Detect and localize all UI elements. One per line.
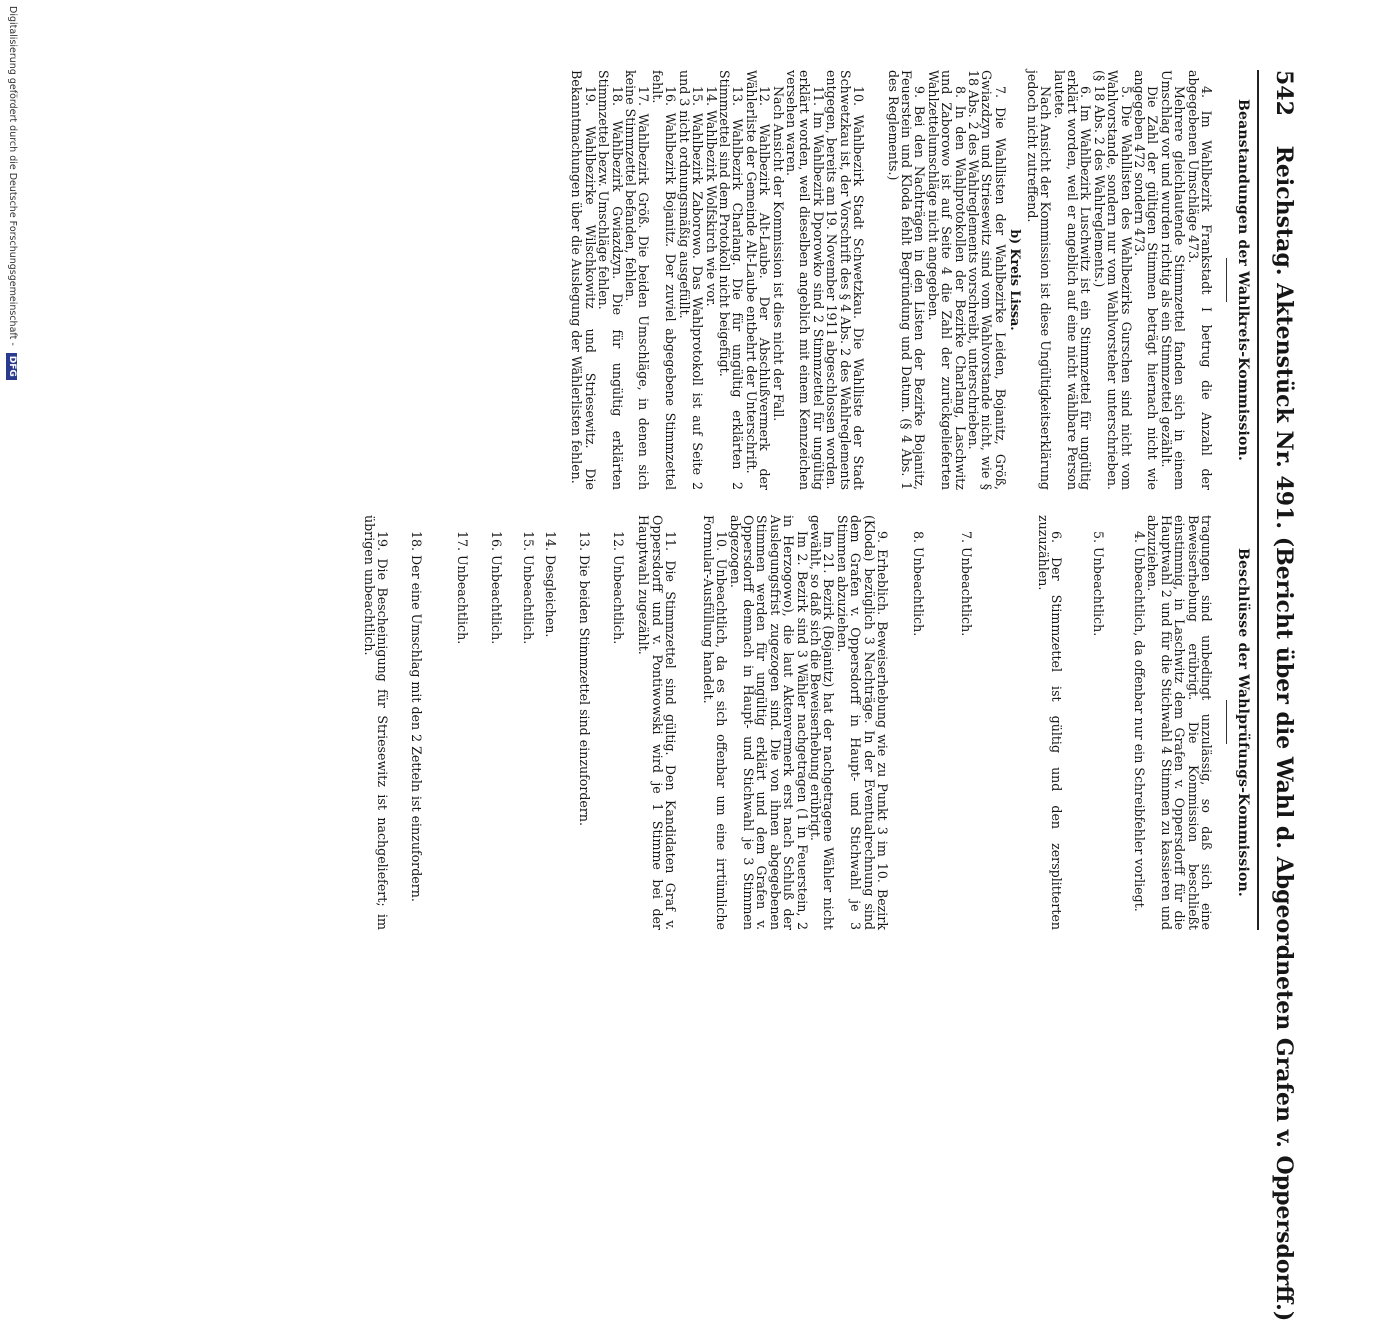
subheading-kreis-lissa: b) Kreis Lissa.	[1008, 229, 1024, 331]
right-title-rule	[1226, 700, 1227, 744]
objection-4a: 4. Im Wahlbezirk Frankstadt I betrug die Anzahl der abgegebenen Umschläge 473.	[1185, 70, 1214, 490]
right-column-title: Beschlüsse der Wahlprüfungs-Kommission.	[1235, 547, 1251, 897]
decision-intro: tragungen sind unbedingt unzulässig, so daß sich eine Beweiserhebung erübrigt. Die Kommission beschließt einstimmig, in Laschwitz dem Grafen v. Oppersdorff für die Hauptwahl 2 und für die Stichwahl 4 Stimmen zu kassieren und abzuziehen. 4. Unbeachtlich, da offenbar nur ein Schreibfehler vorliegt.	[1131, 515, 1214, 930]
objection-6b: Nach Ansicht der Kommission ist diese Ungültigkeitserklärung jedoch nicht zutreffend.	[1024, 70, 1054, 490]
decision-4: 4. Unbeachtlich, da offenbar nur ein Schreibfehler vorliegt.	[1131, 531, 1147, 912]
decision-14: 14. Desgleichen.	[543, 531, 558, 638]
dfg-logo: DFG	[6, 353, 17, 380]
objection-11: 11. Im Wahlbezirk Dporowko sind 2 Stimmzettel für ungültig erklärt worden, weil dieselben angeblich mit einem Kennzeichen versehen waren.	[783, 70, 826, 490]
decision-11: 11. Die Stimmzettel sind gültig. Den Kandidaten Graf v. Oppersdorff und v. Pontiwowski wird je 1 Stimme bei der Hauptwahl zugezählt.	[636, 515, 678, 930]
objection-4b: Mehrere gleichlautende Stimmzettel fanden sich in einem Umschlag vor und wurden richtig als ein Stimmzettel gezählt.	[1158, 70, 1188, 490]
left-column-lower	[570, 70, 865, 490]
decision-5: 5. Unbeachtlich.	[1091, 531, 1106, 637]
decision-19: 19. Die Bescheinigung für Striesewitz ist nachgeliefert; im übrigen unbeachtlich.	[361, 515, 390, 930]
decision-6: 6. Der Stimmzettel ist gültig und den zersplitterten zuzuzählen.	[1035, 515, 1064, 930]
objection-17: 17. Wahlbezirk Größ. Die beiden Umschläge, in denen sich keine Stimmzettel befanden, fehlen.	[623, 70, 652, 490]
objection-14: 14. Wahlbezirk Wolfskirch wie vor.	[703, 86, 719, 307]
credit-text: Digitalisierung gefördert durch die Deutsche Forschungsgemeinschaft -	[7, 6, 18, 346]
decision-12: 12. Unbeachtlich.	[611, 531, 626, 645]
objection-15: 15. Wahlbezirk Zaborowo. Das Wahlprotokoll ist auf Seite 2 und 3 nicht ordnungsmäßig ausgefüllt.	[676, 70, 706, 490]
decision-10: 10. Unbeachtlich, da es sich offenbar um eine irrtümliche Formular-Ausfüllung handelt.	[700, 515, 730, 930]
decision-17: 17. Unbeachtlich.	[455, 531, 470, 645]
decision-9: 9. Erheblich. Beweiserhebung wie zu Punkt 3 im 10. Bezirk (Kloda) bezüglich 3 Nachträge. In der Eventualrechnung sind dem Grafen v. Oppersdorff in Haupt- und Stichwahl je 3 Stimmen abzuziehen. Im 21. Bezirk (Bojanitz) hat der nachgetragene Wähler nicht gewählt, so daß sich die Beweiserhebung erübrigt. Im 2. Bezirk sind 3 Wähler nachgetragen (1 in Feuerstein, 2 in Herzogowo), die laut Aktenvermerk erst nach Schluß der Auslegungsfrist zugezogen sind. Die von ihnen abgegebenen Stimmen werden für ungültig erklärt und dem Grafen v. Oppersdorff demnach in Haupt- und Stichwahl je 3 Stimmen abgezogen. 10. Unbeachtlich, da es sich offenbar um eine irrtümliche Formular-Ausfüllung handelt.	[700, 515, 890, 930]
decision-13: 13. Die beiden Stimmzettel sind einzufordern.	[577, 531, 592, 826]
objection-12: 12. Wahlbezirk Alt-Laube. Der Abschlußvermerk der Wählerliste der Gemeinde Alt-Laube entbehrt der Unterschrift.	[743, 70, 773, 490]
decision-8: 8. Unbeachtlich.	[911, 531, 926, 637]
page-number: 542	[1271, 70, 1297, 116]
digitization-credit	[6, 6, 18, 1006]
objection-5: 5. Die Wahllisten des Wahlbezirks Gurschen sind nicht vom Wahlvorstande, sondern nur vom Wahlvorsteher unterschrieben. (§ 18 Abs. 2 des Wahlreglements.)	[1091, 70, 1134, 490]
objection-6a: 6. Im Wahlbezirk Luschwitz ist ein Stimmzettel für ungültig erklärt worden, weil er angeblich auf eine nicht wählbare Person lautete.	[1051, 70, 1094, 490]
running-title: Reichstag. Aktenstück Nr. 491. (Bericht über die Wahl d. Abgeordneten Grafen v. Oppersdorff.)	[1271, 145, 1297, 1321]
left-column-upper	[886, 70, 1213, 490]
objection-11b: Nach Ansicht der Kommission ist dies nicht der Fall.	[770, 86, 786, 422]
decision-18: 18. Der eine Umschlag mit den 2 Zetteln ist einzufordern.	[409, 531, 424, 902]
objection-7: 7. Die Wahllisten der Wahlbezirke Leiden, Bojanitz, Größ, Gwiazdzyn und Striesewitz sind vom Wahlvorstande nicht, wie § 18 Abs. 2 des Wahlreglements vorschreibt, unterschrieben.	[966, 70, 1008, 490]
running-header	[1271, 70, 1297, 1321]
objection-10: 10. Wahlbezirk Stadt Schwetzkau. Die Wahlliste der Stadt Schwetzkau ist, der Vorschrift des § 4 Abs. 2 des Wahlreglements entgegen, bereits am 19. November 1911 abgeschlossen worden.	[824, 70, 866, 490]
objection-19: 19. Wahlbezirke Wilschkowitz und Striesewitz. Die Bekanntmachungen über die Auslegung der Wählerlisten fehlen.	[569, 70, 598, 490]
left-column-title: Beanstandungen der Wahlkreis-Kommission.	[1235, 98, 1251, 462]
header-rule	[1257, 70, 1259, 930]
left-title-rule	[1226, 258, 1227, 302]
decision-15: 15. Unbeachtlich.	[521, 531, 536, 645]
decision-16: 16. Unbeachtlich.	[489, 531, 504, 645]
objection-16: 16. Wahlbezirk Bojanitz. Der zuviel abgegebene Stimmzettel fehlt.	[649, 70, 679, 490]
objection-4c: Die Zahl der gültigen Stimmen beträgt hiernach nicht wie angegeben 472 sondern 473.	[1131, 70, 1161, 490]
objection-13: 13. Wahlbezirk Charlang. Die für ungültig erklärten 2 Stimmzettel sind dem Protokoll nicht beigefügt.	[716, 70, 746, 490]
decision-7: 7. Unbeachtlich.	[959, 531, 974, 637]
objection-8: 8. In den Wahlprotokollen der Bezirke Charlang, Laschwitz und Zaborowo ist auf Seite 4 die Zahl der zurückgelieferten Wahlzettelumschläge nicht angegeben.	[925, 70, 968, 490]
objection-18: 18. Wahlbezirk Gwiazdzyn. Die für ungültig erklärten Stimmzettel bezw. Umschläge fehlen.	[596, 70, 625, 490]
objection-9: 9. Bei den Nachträgen in den Listen der Bezirke Bojanitz, Feuerstein und Kloda fehlt Begründung und Datum. (§ 4 Abs. 1 des Reglements.)	[885, 70, 928, 490]
